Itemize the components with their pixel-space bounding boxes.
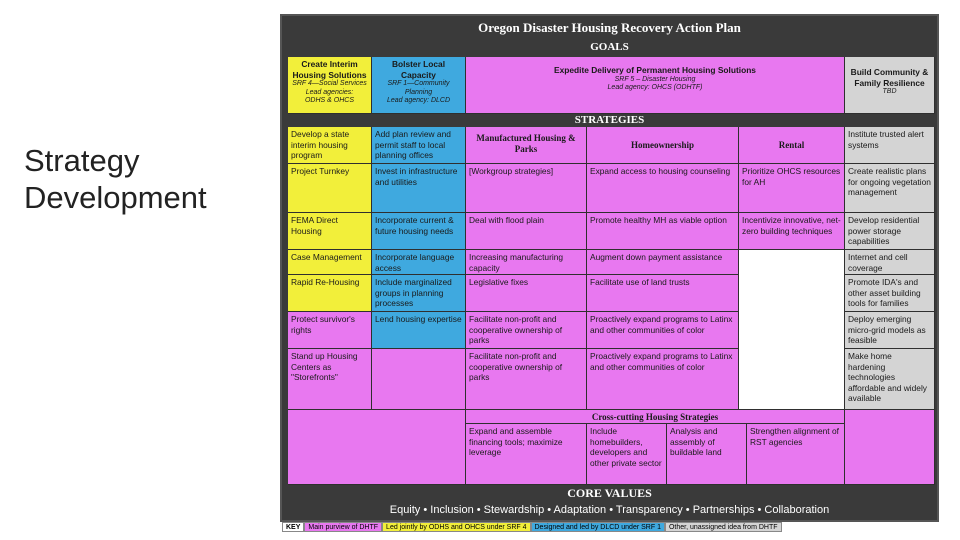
goal-interim-sub1: SRF 4—Social Services	[292, 80, 367, 88]
strategy-cell: Protect survivor's rights	[288, 312, 372, 349]
crosscutting-item: Analysis and assembly of buildable land	[667, 424, 747, 485]
crosscutting-item: Expand and assemble financing tools; maximize leverage	[466, 424, 587, 485]
strategy-cell: Incorporate language access	[372, 250, 466, 275]
strategy-cell-empty	[739, 250, 845, 410]
goal-interim-sub3: ODHS & OHCS	[304, 97, 354, 105]
crosscutting-item: Strengthen alignment of RST agencies	[747, 424, 845, 485]
strategy-cell: Deal with flood plain	[466, 213, 587, 250]
goal-permanent-sub2: Lead agency: OHCS (ODHTF)	[607, 84, 703, 92]
key-item-dhtf: Main purview of DHTF	[304, 522, 382, 532]
plan-title: Oregon Disaster Housing Recovery Action Plan	[478, 20, 741, 35]
strategy-cell: Deploy emerging micro-grid models as feasible	[845, 312, 935, 349]
key-item-odhs-ohcs: Led jointly by ODHS and OHCS under SRF 4	[382, 522, 530, 532]
strategy-cell: Make home hardening technologies affordable and widely available	[845, 349, 935, 410]
crosscutting-header: Cross-cutting Housing Strategies	[466, 410, 845, 424]
strategy-cell: Increasing manufacturing capacity	[466, 250, 587, 275]
goal-permanent-housing	[466, 57, 845, 114]
strategy-cell: Incentivize innovative, net-zero building techniques	[739, 213, 845, 250]
strategy-cell: Proactively expand programs to Latinx and other communities of color	[587, 349, 739, 410]
key-label: KEY	[282, 522, 304, 532]
strategy-cell: [Workgroup strategies]	[466, 164, 587, 213]
strategy-cell: Lend housing expertise	[372, 312, 466, 349]
strategy-cell: Incorporate current & future housing needs	[372, 213, 466, 250]
goal-local-sub2: Lead agency: DLCD	[386, 97, 451, 105]
goal-interim-sub2: Lead agencies:	[305, 88, 354, 96]
goal-resilience	[845, 57, 935, 114]
strategy-cell: Legislative fixes	[466, 275, 587, 312]
strategy-cell: Stand up Housing Centers as "Storefronts"	[288, 349, 372, 410]
strategy-cell: Facilitate use of land trusts	[587, 275, 739, 312]
strategy-cell: Facilitate non-profit and cooperative ownership of parks	[466, 312, 587, 349]
core-values-text: Equity • Inclusion • Stewardship • Adaptation • Transparency • Partnerships • Collaboration	[389, 504, 830, 516]
crosscutting-item: Include homebuilders, developers and other private sector	[587, 424, 667, 485]
key-legend	[282, 522, 782, 532]
goal-local-sub1: SRF 1—Community Planning	[387, 80, 450, 96]
action-plan-table	[280, 14, 939, 522]
strategy-cell-empty	[372, 349, 466, 410]
goals-band: GOALS	[590, 41, 629, 53]
strategy-cell: Promote healthy MH as viable option	[587, 213, 739, 250]
goal-resilience-sub1: TBD	[882, 88, 897, 96]
goal-local-capacity	[372, 57, 466, 114]
strategy-cell: Internet and cell coverage	[845, 250, 935, 275]
strategy-cell: Proactively expand programs to Latinx and other communities of color	[587, 312, 739, 349]
strategy-cell: Include marginalized groups in planning processes	[372, 275, 466, 312]
strategy-cell: FEMA Direct Housing	[288, 213, 372, 250]
filler-cell	[845, 410, 935, 485]
subhead-homeownership: Homeownership	[587, 127, 739, 164]
subhead-rental: Rental	[739, 127, 845, 164]
core-values-label: CORE VALUES	[567, 486, 652, 500]
key-item-dlcd: Designed and led by DLCD under SRF 1	[531, 522, 665, 532]
strategy-cell: Expand access to housing counseling	[587, 164, 739, 213]
strategies-band: STRATEGIES	[574, 114, 645, 126]
goal-interim-housing	[288, 57, 372, 114]
strategy-cell: Rapid Re-Housing	[288, 275, 372, 312]
goal-local-title: Bolster Local Capacity	[391, 59, 446, 80]
strategy-cell: Invest in infrastructure and utilities	[372, 164, 466, 213]
goal-permanent-title: Expedite Delivery of Permanent Housing Solutions	[554, 65, 756, 75]
strategy-cell: Facilitate non-profit and cooperative ownership of parks	[466, 349, 587, 410]
subhead-manufactured-housing: Manufactured Housing & Parks	[466, 127, 587, 164]
strategy-cell: Develop a state interim housing program	[288, 127, 372, 164]
strategy-cell: Create realistic plans for ongoing vegetation management	[845, 164, 935, 213]
strategy-cell: Institute trusted alert systems	[845, 127, 935, 164]
key-item-other: Other, unassigned idea from DHTF	[665, 522, 782, 532]
strategy-cell: Case Management	[288, 250, 372, 275]
slide-title: Strategy Development	[24, 143, 207, 215]
goal-interim-title: Create Interim Housing Solutions	[292, 59, 367, 80]
goal-resilience-title: Build Community & Family Resilience	[850, 67, 929, 88]
filler-cell	[288, 410, 466, 485]
goal-permanent-sub1: SRF 5 – Disaster Housing	[614, 75, 696, 83]
strategy-cell: Augment down payment assistance	[587, 250, 739, 275]
strategy-cell: Develop residential power storage capabilities	[845, 213, 935, 250]
strategy-cell: Prioritize OHCS resources for AH	[739, 164, 845, 213]
strategy-cell: Project Turnkey	[288, 164, 372, 213]
strategy-cell: Add plan review and permit staff to local planning offices	[372, 127, 466, 164]
strategy-cell: Promote IDA's and other asset building tools for families	[845, 275, 935, 312]
